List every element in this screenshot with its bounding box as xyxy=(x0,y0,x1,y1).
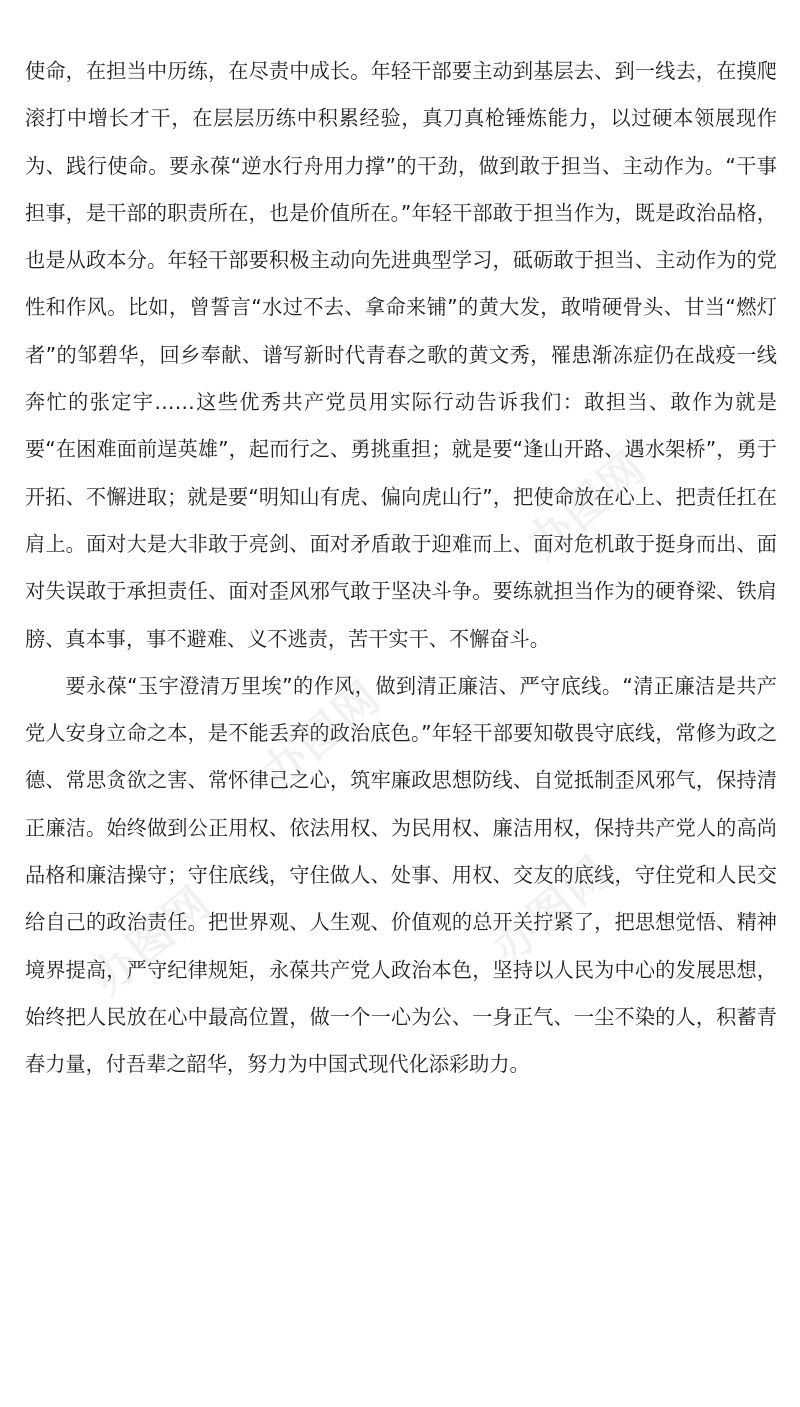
paragraph-1: 使命，在担当中历练，在尽责中成长。年轻干部要主动到基层去、到一线去，在摸爬滚打中增长才干，在层层历练中积累经验，真刀真枪锤炼能力，以过硬本领展现作为、践行使命。要永葆“逆水行舟用力撑”的干劲，做到敢于担当、主动作为。“干事担事，是干部的职责所在，也是价值所在。”年轻干部敢于担当作为，既是政治品格，也是从政本分。年轻干部要积极主动向先进典型学习，砥砺敢于担当、主动作为的党性和作风。比如，曾誓言“水过不去、拿命来铺”的黄大发，敢啃硬骨头、甘当“燃灯者”的邹碧华，回乡奉献、谱写新时代青春之歌的黄文秀，罹患渐冻症仍在战疫一线奔忙的张定宇……这些优秀共产党员用实际行动告诉我们：敢担当、敢作为就是要“在困难面前逞英雄”，起而行之、勇挑重担；就是要“逢山开路、遇水架桥”，勇于开拓、不懈进取；就是要“明知山有虎、偏向虎山行”，把使命放在心上、把责任扛在肩上。面对大是大非敢于亮剑、面对矛盾敢于迎难而上、面对危机敢于挺身而出、面对失误敢于承担责任、面对歪风邪气敢于坚决斗争。要练就担当作为的硬脊梁、铁肩膀、真本事，事不避难、义不逃责，苦干实干、不懈奋斗。 xyxy=(25,59,777,651)
watermark-logo: 办图网 xyxy=(517,441,657,570)
watermark-logo: 办图网 xyxy=(252,671,392,800)
paragraph-2: 要永葆“玉宇澄清万里埃”的作风，做到清正廉洁、严守底线。“清正廉洁是共产党人安身立命之本，是不能丢弃的政治底色。”年轻干部要知敬畏守底线，常修为政之德、常思贪欲之害、常怀律己之心，筑牢廉政思想防线、自觉抵制歪风邪气，保持清正廉洁。始终做到公正用权、依法用权、为民用权、廉洁用权，保持共产党人的高尚品格和廉洁操守；守住底线，守住做人、处事、用权、交友的底线，守住党和人民交给自己的政治责任。把世界观、人生观、价值观的总开关拧紧了，把思想觉悟、精神境界提高，严守纪律规矩，永葆共产党人政治本色，坚持以人民为中心的发展思想，始终把人民放在心中最高位置，做一个一心为公、一身正气、一尘不染的人，积蓄青春力量，付吾辈之韶华，努力为中国式现代化添彩助力。 xyxy=(25,673,777,1077)
watermark-logo: 办图网 xyxy=(482,846,622,975)
article-body xyxy=(25,48,777,1089)
watermark-logo: 办图网 xyxy=(82,876,222,1005)
